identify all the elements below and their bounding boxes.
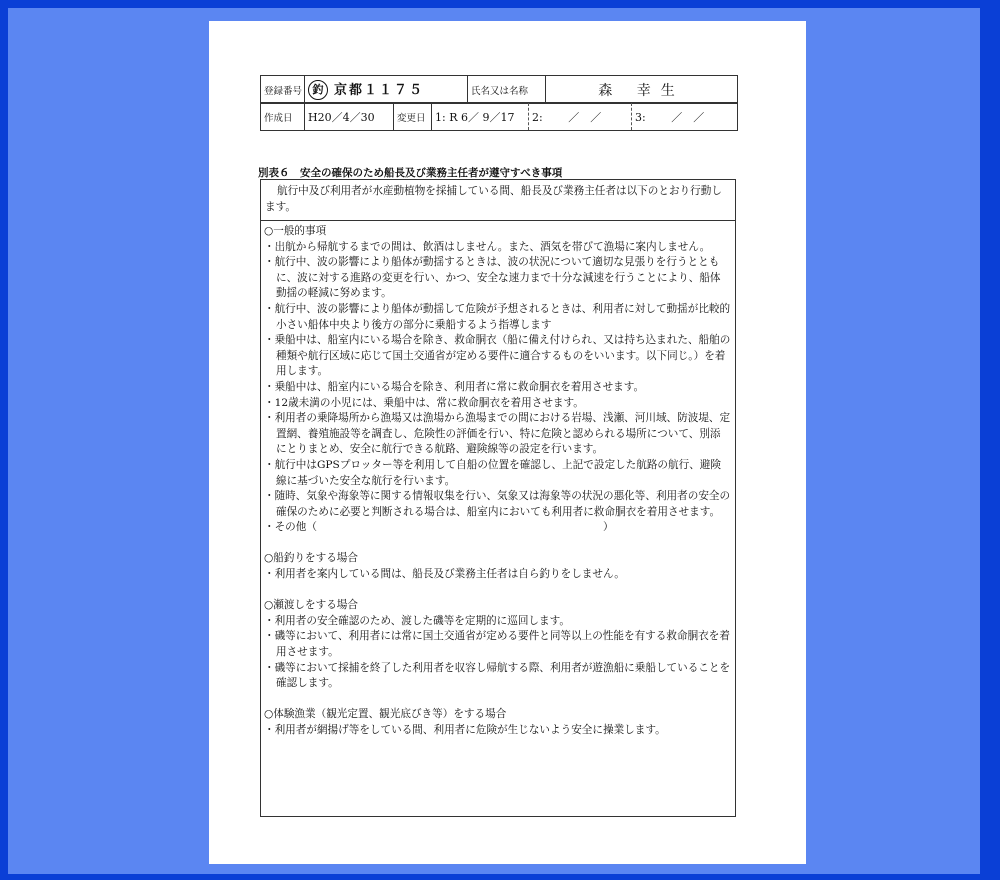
- list-item: ・随時、気象や海象等に関する情報収集を行い、気象又は海象等の状況の悪化等、利用者の安全の確保のために必要と判断される場合は、船室内においても利用者に救命胴衣を着用させます。: [264, 490, 731, 518]
- change-date-2: 2: ／ ／: [529, 103, 632, 131]
- list-item: ・乗船中は、船室内にいる場合を除き、救命胴衣（船に備え付けられ、又は持ち込まれた、船舶の種類や航行区域に応じて国土交通省が定める要件に適合するものをいいます。以下同じ。）を着用します。: [264, 334, 731, 378]
- list-item: ・磯等において採捕を終了した利用者を収容し帰航する際、利用者が遊漁船に乗船していることを確認します。: [264, 661, 731, 690]
- general-heading: ○一般的事項: [264, 225, 327, 237]
- rules-box: [260, 220, 736, 817]
- reg-mark: 釣: [308, 80, 328, 100]
- changed-label: 変更日: [394, 103, 432, 131]
- reg-number-value: 京都１１７５: [334, 82, 425, 98]
- list-item: ・利用者の乗降場所から漁場又は漁場から漁場までの間における岩場、浅瀬、河川域、防波堤、定置網、養殖施設等を調査し、危険性の評価を行い、特に危険と認められる場所について、別添にとりまとめ、安全に航行できる航路、避険線等の設定を行います。: [264, 412, 731, 456]
- registration-header-table: [260, 75, 738, 104]
- list-item: ・磯等において、利用者には常に国土交通省が定める要件と同等以上の性能を有する救命胴衣を着用させます。: [264, 630, 730, 659]
- section-title: 別表６ 安全の確保のため船長及び業務主任者が遵守すべき事項: [258, 167, 563, 179]
- list-item: ・航行中はGPSプロッター等を利用して自船の位置を確認し、上記で設定した航路の航行、避険線に基づいた安全な航行を行います。: [264, 458, 721, 487]
- fishing-heading: ○船釣りをする場合: [264, 552, 358, 565]
- list-item: ・利用者が網揚げ等をしている間、利用者に危険が生じないよう安全に操業します。: [264, 724, 666, 736]
- list-item: ・利用者の安全確認のため、渡した磯等を定期的に巡回します。: [264, 614, 570, 627]
- change-date-3: 3: ／ ／: [632, 103, 738, 131]
- name-value: 森 幸生: [546, 76, 738, 104]
- ferry-heading: ○瀬渡しをする場合: [264, 599, 358, 612]
- list-item: ・航行中、波の影響により船体が動揺するときは、波の状況について適切な見張りを行うとともに、波に対する進路の変更を行い、かつ、安全な速力まで十分な減速を行うことにより、船体動揺の軽減に努めます。: [264, 256, 721, 300]
- change-date-1: 1: R 6／ 9／17: [432, 103, 529, 131]
- document-page: [209, 21, 806, 864]
- experience-heading: ○体験漁業（観光定置、観光底びき等）をする場合: [264, 708, 507, 721]
- intro-box: 航行中及び利用者が水産動植物を採捕している間、船長及び業務主任者は以下のとおり行動します。: [260, 179, 736, 221]
- created-label: 作成日: [261, 103, 305, 131]
- list-item: ・その他（ ）: [264, 521, 614, 534]
- created-date: H20／4／30: [305, 103, 394, 131]
- list-item: ・乗船中は、船室内にいる場合を除き、利用者に常に救命胴衣を着用させます。: [264, 380, 645, 393]
- list-item: ・航行中、波の影響により船体が動揺して危険が予想されるときは、利用者に対して動揺が比較的小さい船体中央より後方の部分に乗船するよう指導します: [264, 302, 731, 331]
- list-item: ・利用者を案内している間は、船長及び業務主任者は自ら釣りをしません。: [264, 568, 625, 581]
- dates-header-table: [260, 102, 738, 131]
- reg-label: 登録番号: [261, 76, 305, 104]
- name-label: 氏名又は名称: [468, 76, 546, 104]
- list-item: ・12歳未満の小児には、乗船中は、常に救命胴衣を着用させます。: [264, 396, 584, 409]
- reg-number: [305, 76, 468, 104]
- list-item: ・出航から帰航するまでの間は、飲酒はしません。また、酒気を帯びて漁場に案内しません。: [264, 240, 711, 253]
